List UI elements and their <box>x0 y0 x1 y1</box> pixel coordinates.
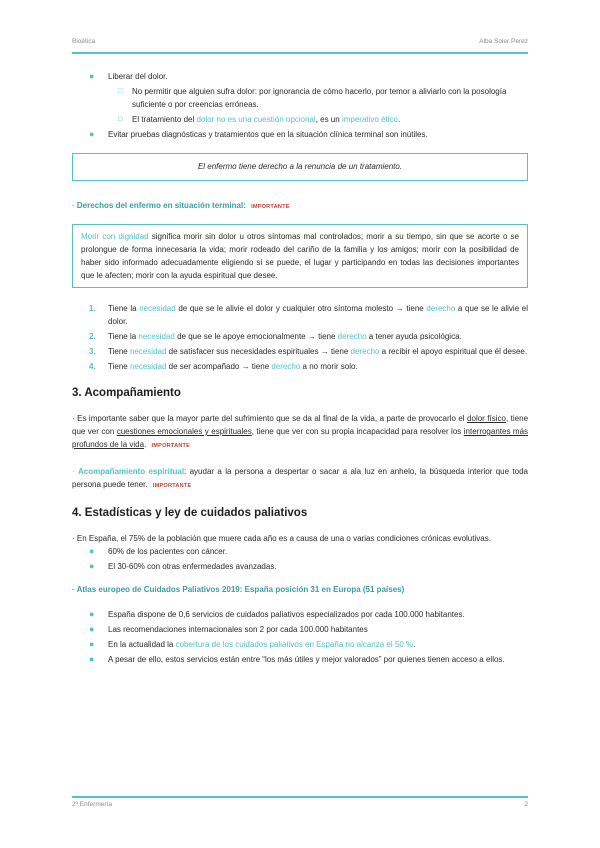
stats-bullet-list <box>72 545 528 573</box>
list-item: □ El tratamiento del dolor no es una cuestión opcional, es un imperativo ético. <box>118 115 401 124</box>
highlight-text: imperativo ético <box>341 115 398 124</box>
highlight-text: cobertura de los cuidados paliativos en España no alcanza el 50 % <box>175 640 414 649</box>
list-item: ● El 30-60% con otras enfermedades avanzadas. <box>89 561 277 571</box>
bullet-icon: ● <box>89 654 95 664</box>
list-item: ● España dispone de 0,6 servicios de cuidados paliativos especializados por cada 100.000 habitantes. <box>89 609 465 619</box>
top-bullet-list <box>72 70 528 141</box>
atlas-bullet-list <box>72 608 528 666</box>
paragraph: · Acompañamiento espiritual: ayudar a la persona a despertar o sacar a ala luz en anhelo, la búsqueda interior que toda persona puede tener. IMPORTANTE <box>72 467 528 489</box>
square-bullet-icon: □ <box>118 88 123 95</box>
bullet-icon: ● <box>89 639 95 649</box>
section-heading: 4. Estadísticas y ley de cuidados paliativos <box>72 507 308 519</box>
list-item: ● Evitar pruebas diagnósticas y tratamientos que en la situación clínica terminal son inútiles. <box>89 129 428 139</box>
bullet-icon: ● <box>89 624 95 634</box>
bullet-icon: ● <box>89 71 95 81</box>
numbered-item: 4. Tiene necesidad de ser acompañado → tiene derecho a no morir solo. <box>89 362 358 371</box>
header-author: Alba Soler Perez <box>479 38 528 45</box>
numbered-item: 2. Tiene la necesidad de que se le apoye emocionalmente → tiene derecho a tener ayuda psicológica. <box>89 332 462 341</box>
section-heading: 3. Acompañamiento <box>72 387 181 399</box>
atlas-heading: · Atlas europeo de Cuidados Paliativos 2019: España posición 31 en Europa (51 países) <box>72 585 405 594</box>
numbered-item: 3. Tiene necesidad de satisfacer sus necesidades espirituales → tiene derecho a recibir el apoyo espiritual que él desee. <box>89 347 528 356</box>
highlight-text: Morir con dignidad <box>81 232 149 241</box>
page-number: 2 <box>524 801 528 808</box>
dignity-definition-box: Morir con dignidad significa morir sin dolor u otros síntomas mal controlados; morir a su tiempo, sin que se acorte o se prolongue de forma innecesaria la vida; morir rodeado del cariño de la familia y los amigos; morir con la posibilidad de haber sido informado adecuadamente eligiendo si se puede, el lugar y participando en todas las decisiones importantes que le afecten; morir con la ayuda espiritual que desee. <box>72 224 528 288</box>
bullet-icon: ● <box>89 561 95 571</box>
header-subject: Bioética <box>72 38 96 45</box>
paragraph: · En España, el 75% de la población que muere cada año es a causa de una o varias condiciones crónicas evolutivas. <box>72 534 491 543</box>
bullet-icon: ● <box>89 546 95 556</box>
page-content <box>72 70 528 668</box>
important-badge: IMPORTANTE <box>151 443 191 449</box>
list-item: ● A pesar de ello, estos servicios están entre “los más útiles y mejor valorados” por quienes tienen acceso a ellos. <box>89 654 505 664</box>
list-item: ● Liberar del dolor. <box>89 71 168 81</box>
list-item: ● 60% de los pacientes con cáncer. <box>89 546 228 556</box>
important-badge: IMPORTANTE <box>251 204 290 210</box>
rights-numbered-list <box>72 302 528 373</box>
rights-heading: · Derechos del enfermo en situación terminal: IMPORTANTE <box>72 201 290 210</box>
bullet-icon: ● <box>89 609 95 619</box>
footer-course: 2º Enfermería <box>72 801 112 808</box>
footer-divider <box>72 796 528 798</box>
highlight-text: dolor no es una cuestión opcional <box>196 115 316 124</box>
page-footer <box>72 801 528 813</box>
bullet-icon: ● <box>89 129 95 139</box>
list-item: ● En la actualidad la cobertura de los cuidados paliativos en España no alcanza el 50 %. <box>89 639 416 649</box>
square-bullet-icon: □ <box>118 116 123 123</box>
page-header <box>72 38 528 50</box>
list-item: □ No permitir que alguien sufra dolor: por ignorancia de cómo hacerlo, por temor a aliviarlo con la posología suficiente o por creencias erróneas. <box>118 87 507 109</box>
callout-box <box>72 153 528 181</box>
important-badge: IMPORTANTE <box>152 483 192 489</box>
numbered-item: 1. Tiene la necesidad de que se le alivie el dolor y cualquier otro síntoma molesto → tiene derecho a que se le alivie el dolor. <box>89 304 529 326</box>
paragraph: · Es importante saber que la mayor parte del sufrimiento que se da al final de la vida, a parte de provocarlo el dolor físico, tiene que ver con cuestiones emocionales y espirituales, tiene que ver con su propia incapacidad para resolver los interrogantes más profundos de la vida. IMPORTANTE <box>72 414 529 449</box>
list-item: ● Las recomendaciones internacionales son 2 por cada 100.000 habitantes <box>89 624 368 634</box>
header-divider <box>72 52 528 54</box>
callout-text: El enfermo tiene derecho a la renuncia de un tratamiento. <box>197 162 403 171</box>
